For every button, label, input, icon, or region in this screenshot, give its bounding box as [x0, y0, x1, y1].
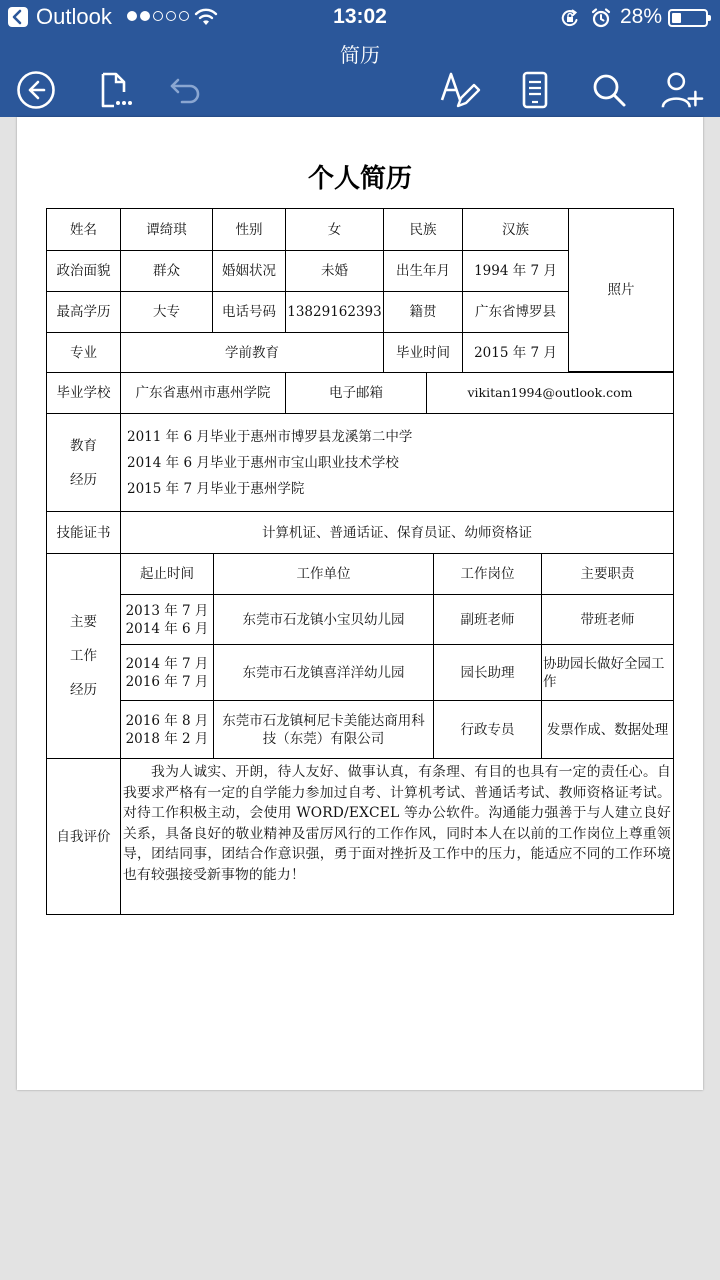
back-circle-icon[interactable] [14, 68, 58, 112]
work-period: 2014 年 7 月 2016 年 7 月 [120, 644, 214, 701]
email-value: vikitan1994@outlook.com [426, 372, 674, 414]
major-label: 专业 [46, 332, 121, 373]
work-position: 行政专员 [433, 700, 542, 759]
undo-icon[interactable] [164, 68, 208, 112]
work-period: 2013 年 7 月 2014 年 6 月 [120, 594, 214, 645]
work-header-position: 工作岗位 [433, 553, 542, 595]
document-title: 简历 [340, 45, 380, 67]
email-label: 电子邮箱 [285, 372, 427, 414]
work-duty: 发票作成、数据处理 [541, 700, 674, 759]
school-value: 广东省惠州市惠州学院 [120, 372, 286, 414]
work-history-label: 主要 工作 经历 [46, 553, 121, 759]
name-value: 谭绮琪 [120, 208, 213, 251]
education-entry: 2015 年 7 月毕业于惠州学院 [127, 480, 305, 497]
major-value: 学前教育 [120, 332, 384, 373]
resume-title: 个人简历 [307, 164, 412, 194]
self-eval-text: 我为人诚实、开朗，待人友好、做事认真，有条理、有目的也具有一定的责任心。自我要求严格有一定的自学能力参加过自考、计算机考试、普通话考试、教师资格证考试。对待工作积极主动，会使用 WORD/EXCEL 等办公软件。沟通能力强善于与人建立良好关系，具备良好的敬业精神及雷厉风行的工作作风，同时本人在以前的工作岗位上尊重领导，团结同事，团结合作意识强，勇于面对挫折及工作中的压力，能适应不同的工作环境也有较强接受新事物的能力！ [120, 758, 674, 915]
native-value: 广东省博罗县 [462, 291, 569, 333]
birth-value: 1994 年 7 月 [462, 250, 569, 292]
battery-icon [668, 9, 708, 27]
file-options-icon[interactable] [92, 68, 136, 112]
phone-label: 电话号码 [212, 291, 286, 333]
status-bar [0, 0, 720, 36]
education-label: 最高学历 [46, 291, 121, 333]
add-person-icon[interactable] [660, 68, 704, 112]
education-history [120, 413, 674, 512]
marital-label: 婚姻状况 [212, 250, 286, 292]
gender-value: 女 [285, 208, 384, 251]
grad-time-value: 2015 年 7 月 [462, 332, 569, 373]
work-period: 2016 年 8 月 2018 年 2 月 [120, 700, 214, 759]
skills-label: 技能证书 [46, 511, 121, 554]
search-icon[interactable] [587, 68, 631, 112]
name-label: 姓名 [46, 208, 121, 251]
photo-placeholder: 照片 [568, 208, 674, 372]
work-company: 东莞市石龙镇柯尼卡美能达商用科技（东莞）有限公司 [213, 700, 434, 759]
work-position: 园长助理 [433, 644, 542, 701]
native-label: 籍贯 [383, 291, 463, 333]
education-entry: 2014 年 6 月毕业于惠州市宝山职业技术学校 [127, 454, 399, 471]
education-entry: 2011 年 6 月毕业于惠州市博罗县龙溪第二中学 [127, 428, 413, 445]
ethnicity-value: 汉族 [462, 208, 569, 251]
work-header-period: 起止时间 [120, 553, 214, 595]
marital-value: 未婚 [285, 250, 384, 292]
birth-label: 出生年月 [383, 250, 463, 292]
mobile-view-icon[interactable] [513, 68, 557, 112]
school-label: 毕业学校 [46, 372, 121, 414]
phone-value: 13829162393 [285, 291, 384, 333]
work-position: 副班老师 [433, 594, 542, 645]
political-value: 群众 [120, 250, 213, 292]
ethnicity-label: 民族 [383, 208, 463, 251]
grad-time-label: 毕业时间 [383, 332, 463, 373]
work-header-duty: 主要职责 [541, 553, 674, 595]
alarm-icon [590, 7, 612, 29]
education-history-label: 教育 经历 [46, 413, 121, 512]
battery-percent: 28% [620, 5, 663, 28]
gender-label: 性别 [212, 208, 286, 251]
work-duty: 带班老师 [541, 594, 674, 645]
work-company: 东莞市石龙镇喜洋洋幼儿园 [213, 644, 434, 701]
rotation-lock-icon [560, 8, 580, 28]
app-header [0, 0, 720, 117]
self-eval-label: 自我评价 [46, 758, 121, 915]
skills-value: 计算机证、普通话证、保育员证、幼师资格证 [120, 511, 674, 554]
back-app-name[interactable]: Outlook [36, 4, 112, 29]
work-header-company: 工作单位 [213, 553, 434, 595]
edit-text-icon[interactable] [438, 68, 482, 112]
work-company: 东莞市石龙镇小宝贝幼儿园 [213, 594, 434, 645]
political-label: 政治面貌 [46, 250, 121, 292]
status-time: 13:02 [333, 5, 387, 28]
education-value: 大专 [120, 291, 213, 333]
work-duty: 协助园长做好全园工作 [541, 644, 674, 701]
